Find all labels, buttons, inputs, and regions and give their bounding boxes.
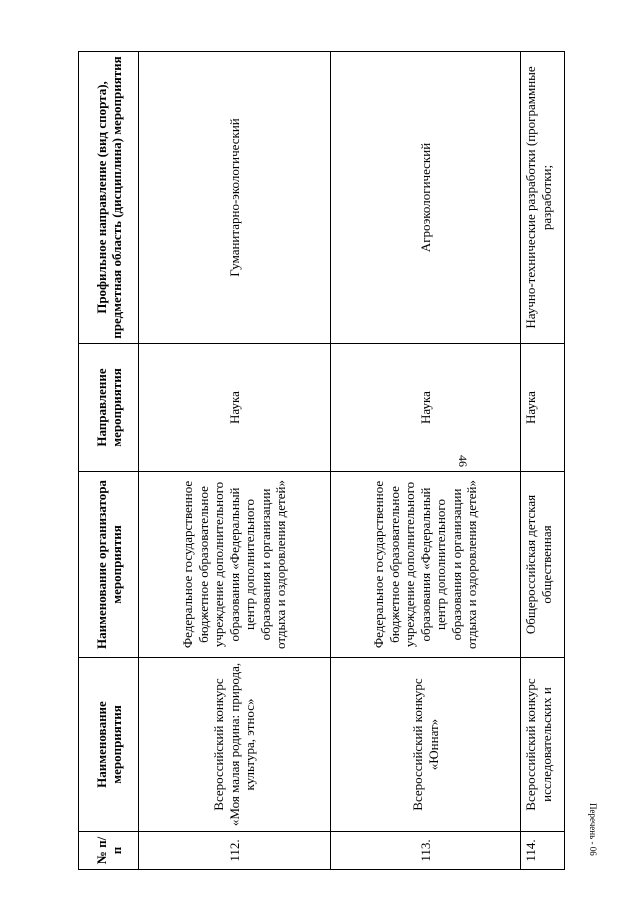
row-event-name: Всероссийский конкурс исследовательских и	[521, 658, 565, 832]
row-organizer: Общероссийская детская общественная	[521, 472, 565, 658]
header-event-name: Наименование мероприятия	[79, 658, 139, 832]
row-organizer: Федеральное государственное бюджетное образовательное учреждение дополнительного образования «Федеральный центр дополнительного образования и организации отдыха и оздоровления детей»	[331, 472, 521, 658]
row-number: 112.	[139, 832, 331, 870]
table-header-row	[79, 52, 139, 870]
row-direction: Наука	[139, 344, 331, 472]
header-organizer: Наименование организатора мероприятия	[79, 472, 139, 658]
row-direction: Наука	[521, 344, 565, 472]
row-profile: Научно-технические разработки (программные разработки;	[521, 52, 565, 344]
row-number: 113.	[331, 832, 521, 870]
header-direction: Направление мероприятия	[79, 344, 139, 472]
page-number: 46	[456, 455, 470, 467]
table-row	[139, 52, 331, 870]
row-number: 114.	[521, 832, 565, 870]
table-row	[331, 52, 521, 870]
row-organizer: Федеральное государственное бюджетное образовательное учреждение дополнительного образования «Федеральный центр дополнительного образования и организации отдыха и оздоровления детей»	[139, 472, 331, 658]
row-event-name: Всероссийский конкурс «Моя малая родина: природа, культура, этнос»	[139, 658, 331, 832]
header-number: № п/п	[79, 832, 139, 870]
events-table	[78, 51, 565, 870]
row-profile: Гуманитарно-экологический	[139, 52, 331, 344]
table-row	[521, 52, 565, 870]
row-profile: Агроэкологический	[331, 52, 521, 344]
row-direction: Наука	[331, 344, 521, 472]
events-table-frame	[78, 52, 564, 870]
header-profile: Профильное направление (вид спорта), предметная область (дисциплина) мероприятия	[79, 52, 139, 344]
footer-label: Перечень - 06	[588, 803, 598, 856]
row-event-name: Всероссийский конкурс «Юннат»	[331, 658, 521, 832]
